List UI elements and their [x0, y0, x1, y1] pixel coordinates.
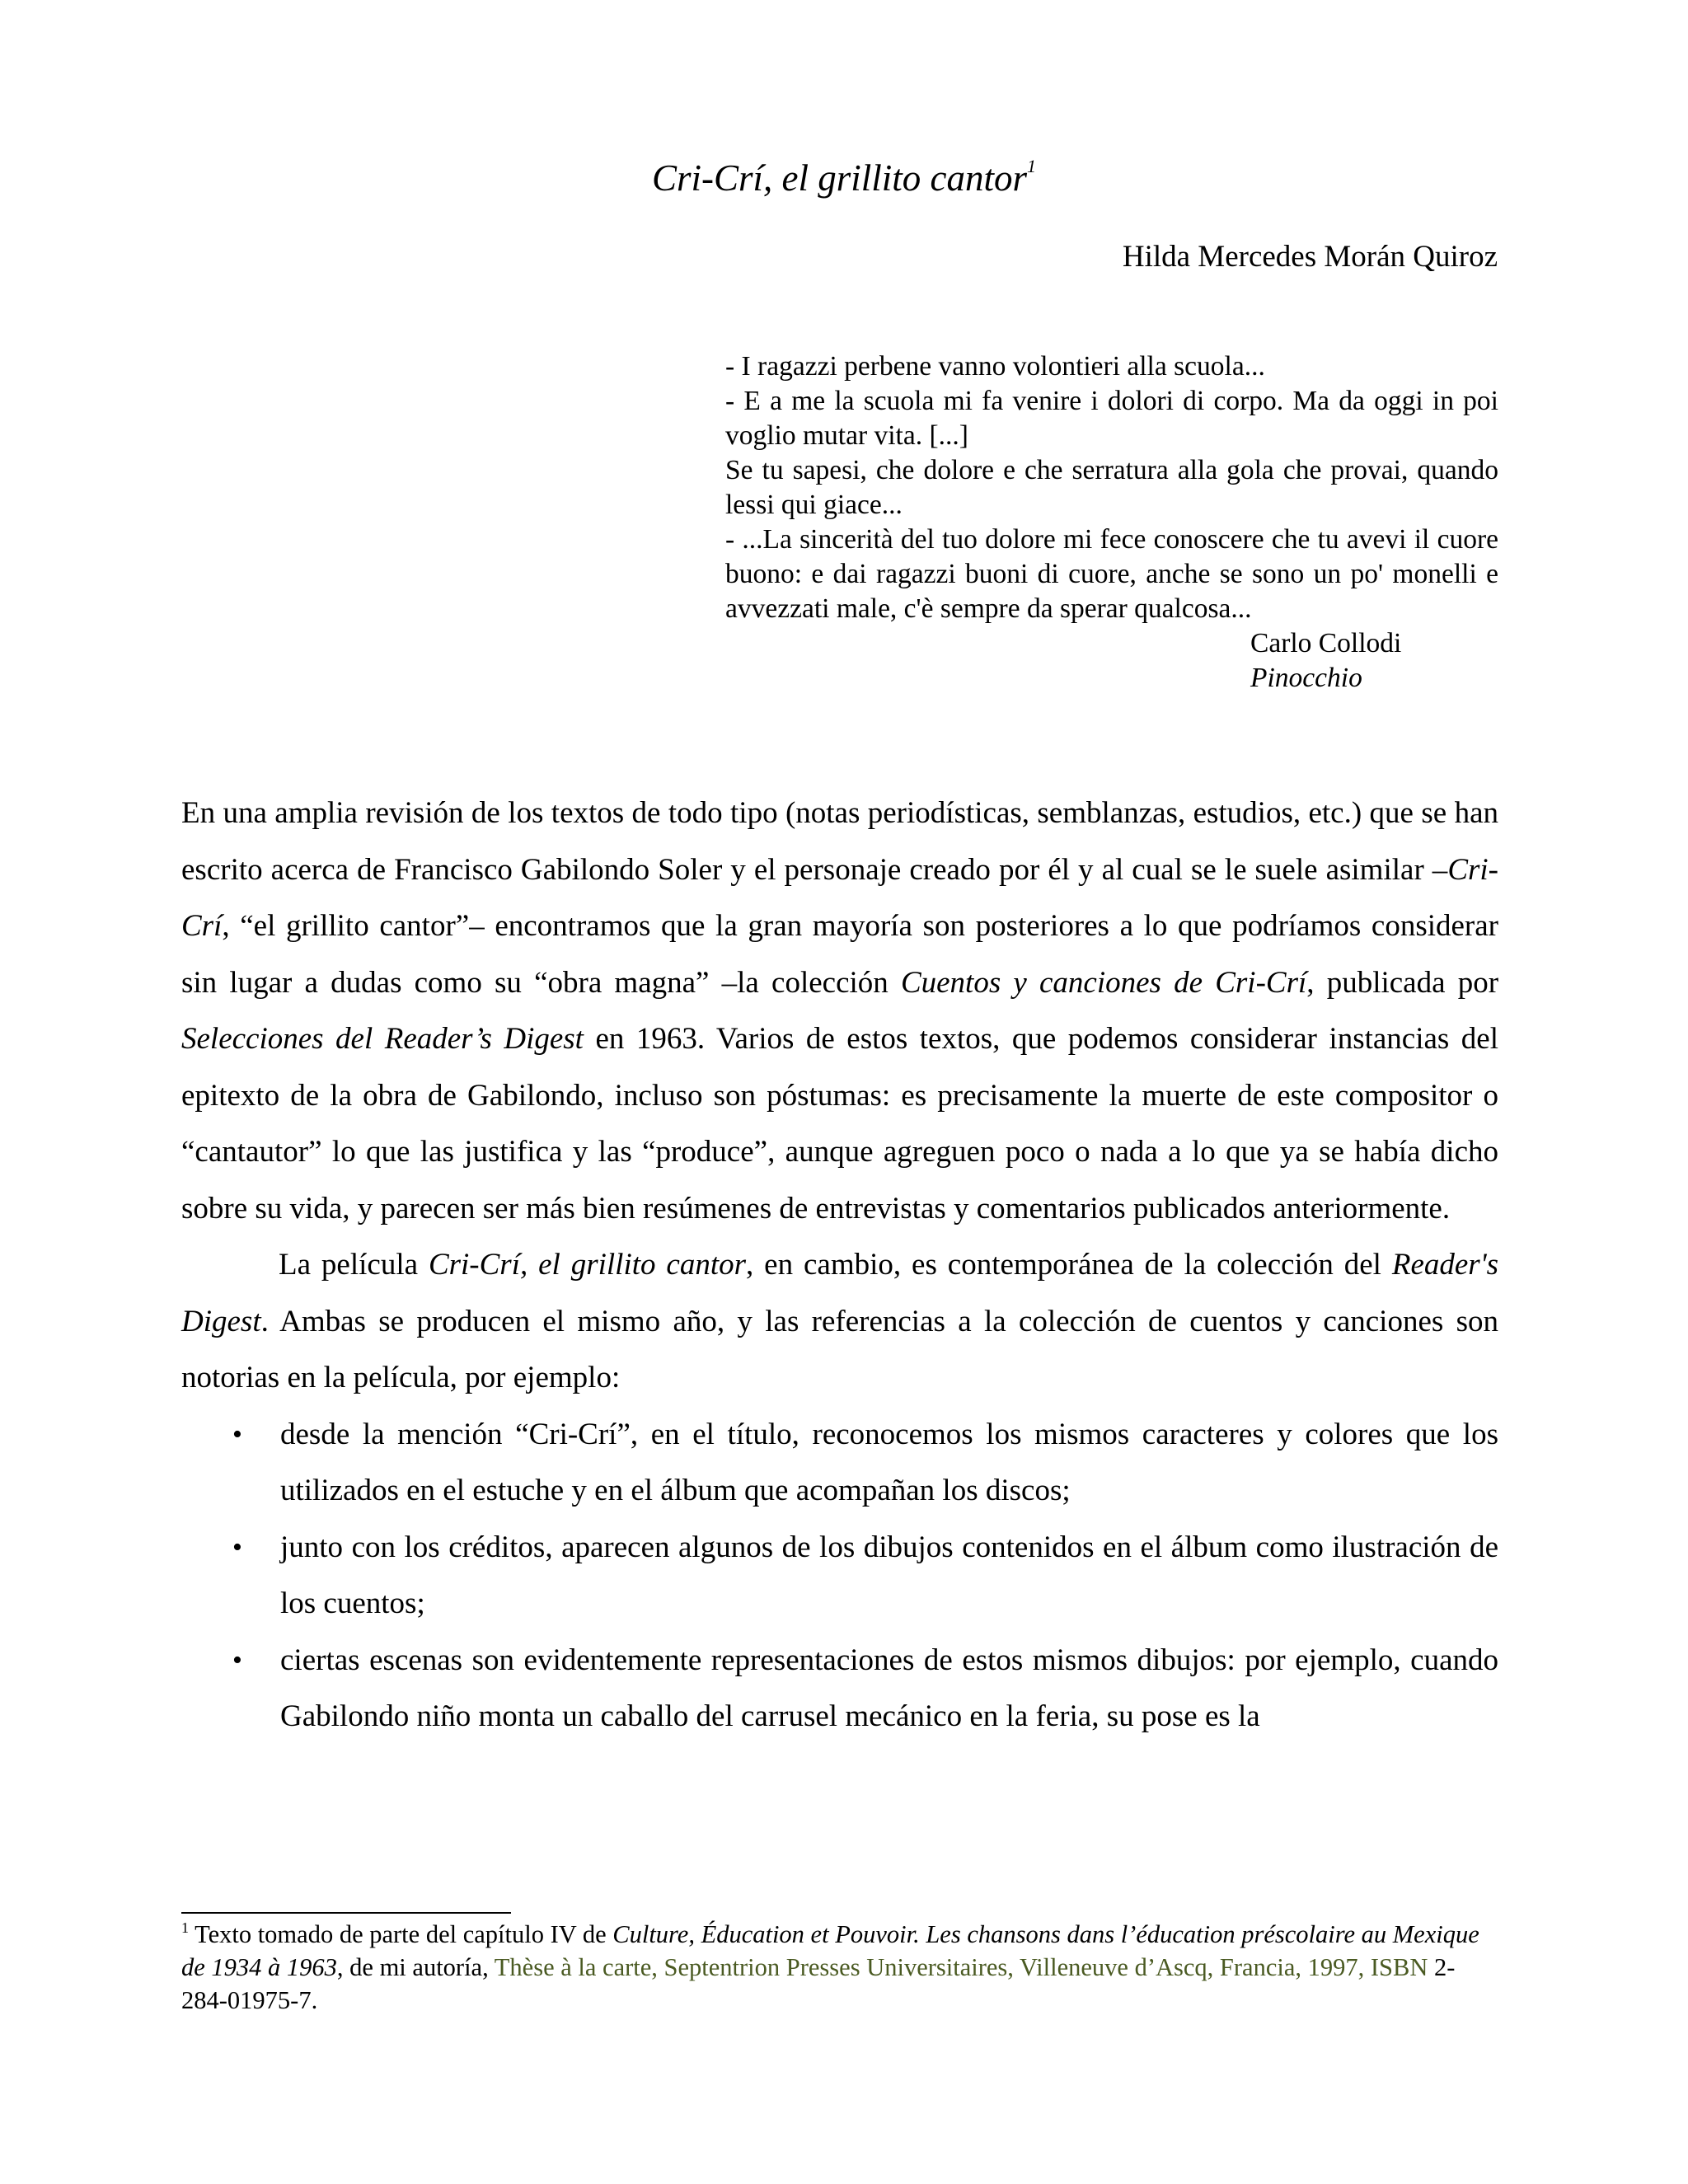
- page-title-text: Cri-Crí, el grillito cantor: [651, 157, 1028, 199]
- bullet-list: [181, 1407, 1498, 1746]
- text-run: Texto tomado de parte del capítulo IV de: [189, 1920, 613, 1948]
- list-item-text: junto con los créditos, aparecen algunos de los dibujos contenidos en el álbum como ilustración de los cuentos;: [280, 1530, 1498, 1620]
- italic-run: Selecciones del Reader’s Digest: [181, 1022, 584, 1056]
- text-run: . Ambas se producen el mismo año, y las referencias a la colección de cuentos y canciones son notorias en la película, por ejemplo:: [181, 1304, 1498, 1394]
- text-run: , publicada por: [1306, 965, 1499, 1000]
- italic-run: Cri-Crí: [181, 852, 1498, 943]
- text-run: La película: [279, 1248, 429, 1282]
- list-item: [181, 1633, 1498, 1746]
- epigraph-attribution-work: Pinocchio: [1250, 663, 1362, 693]
- text-run: , “el grillito cantor”– encontramos que la gran mayoría son posteriores a lo que podríamos considerar sin lugar a dudas como su “obra magna” –la colección: [181, 909, 1498, 1000]
- paragraph-1: [181, 785, 1498, 1237]
- text-run: en 1963. Varios de estos textos, que podemos considerar instancias del epitexto de la obra de Gabilondo, incluso son póstumas: es precisamente la muerte de este compositor o “cantautor” lo que las justifica y las “produce”, aunque agreguen poco o nada a lo que ya se había dicho sobre su vida, y parecen ser más bien resúmenes de entrevistas y comentarios publicados anteriormente.: [181, 1022, 1498, 1226]
- list-item-text: ciertas escenas son evidentemente representaciones de estos mismos dibujos: por ejemplo, cuando Gabilondo niño monta un caballo del carrusel mecánico en la feria, su pose es la: [280, 1643, 1498, 1733]
- epigraph-line: Se tu sapesi, che dolore e che serratura alla gola che provai, quando lessi qui giace...: [725, 455, 1498, 520]
- list-item: [181, 1520, 1498, 1633]
- footnote: [181, 1918, 1498, 2017]
- footnote-isbn: 2-284-01975-7.: [181, 1953, 1456, 2014]
- italic-run: Culture, Éducation et Pouvoir. Les chansons dans l’éducation préscolaire au Mexique de 1934 à 1963: [181, 1920, 1479, 1981]
- page-title: [0, 155, 1688, 201]
- list-item: [181, 1407, 1498, 1520]
- bullet-icon: •: [232, 1644, 242, 1675]
- bullet-icon: •: [232, 1418, 242, 1450]
- epigraph-attribution-author: Carlo Collodi: [1250, 628, 1402, 658]
- footnote-divider: [181, 1912, 511, 1914]
- title-footnote-marker[interactable]: 1: [1027, 156, 1037, 176]
- body-text: [181, 785, 1498, 1746]
- paragraph-2: [181, 1237, 1498, 1407]
- epigraph: [725, 349, 1498, 696]
- bullet-icon: •: [232, 1531, 242, 1563]
- list-item-text: desde la mención “Cri-Crí”, en el título, reconocemos los mismos caracteres y colores que los utilizados en el estuche y en el álbum que acompañan los discos;: [280, 1417, 1498, 1507]
- text-run: , de mi autoría,: [336, 1953, 495, 1981]
- italic-run: Cuentos y canciones de Cri-Crí: [900, 965, 1307, 1000]
- italic-run: Reader's Digest: [181, 1248, 1499, 1338]
- epigraph-line: - E a me la scuola mi fa venire i dolori di corpo. Ma da oggi in poi voglio mutar vita. [...]: [725, 386, 1498, 451]
- epigraph-line: - I ragazzi perbene vanno volontieri alla scuola...: [725, 351, 1265, 382]
- author-name: Hilda Mercedes Morán Quiroz: [1122, 240, 1498, 274]
- footnote-publisher-link[interactable]: Thèse à la carte, Septentrion Presses Universitaires, Villeneuve d’Ascq, Francia, 1997, ISBN: [494, 1953, 1435, 1981]
- text-run: , en cambio, es contemporánea de la colección del: [746, 1248, 1392, 1282]
- footnote-marker: 1: [181, 1919, 189, 1936]
- epigraph-line: - ...La sincerità del tuo dolore mi fece conoscere che tu avevi il cuore buono: e dai ragazzi buoni di cuore, anche se sono un po' monelli e avvezzati male, c'è sempre da sperar qualcosa...: [725, 524, 1498, 624]
- text-run: En una amplia revisión de los textos de todo tipo (notas periodísticas, semblanzas, estudios, etc.) que se han escrito acerca de Francisco Gabilondo Soler y el personaje creado por él y al cual se le suele asimilar –: [181, 796, 1498, 887]
- italic-run: Cri-Crí, el grillito cantor: [428, 1248, 747, 1282]
